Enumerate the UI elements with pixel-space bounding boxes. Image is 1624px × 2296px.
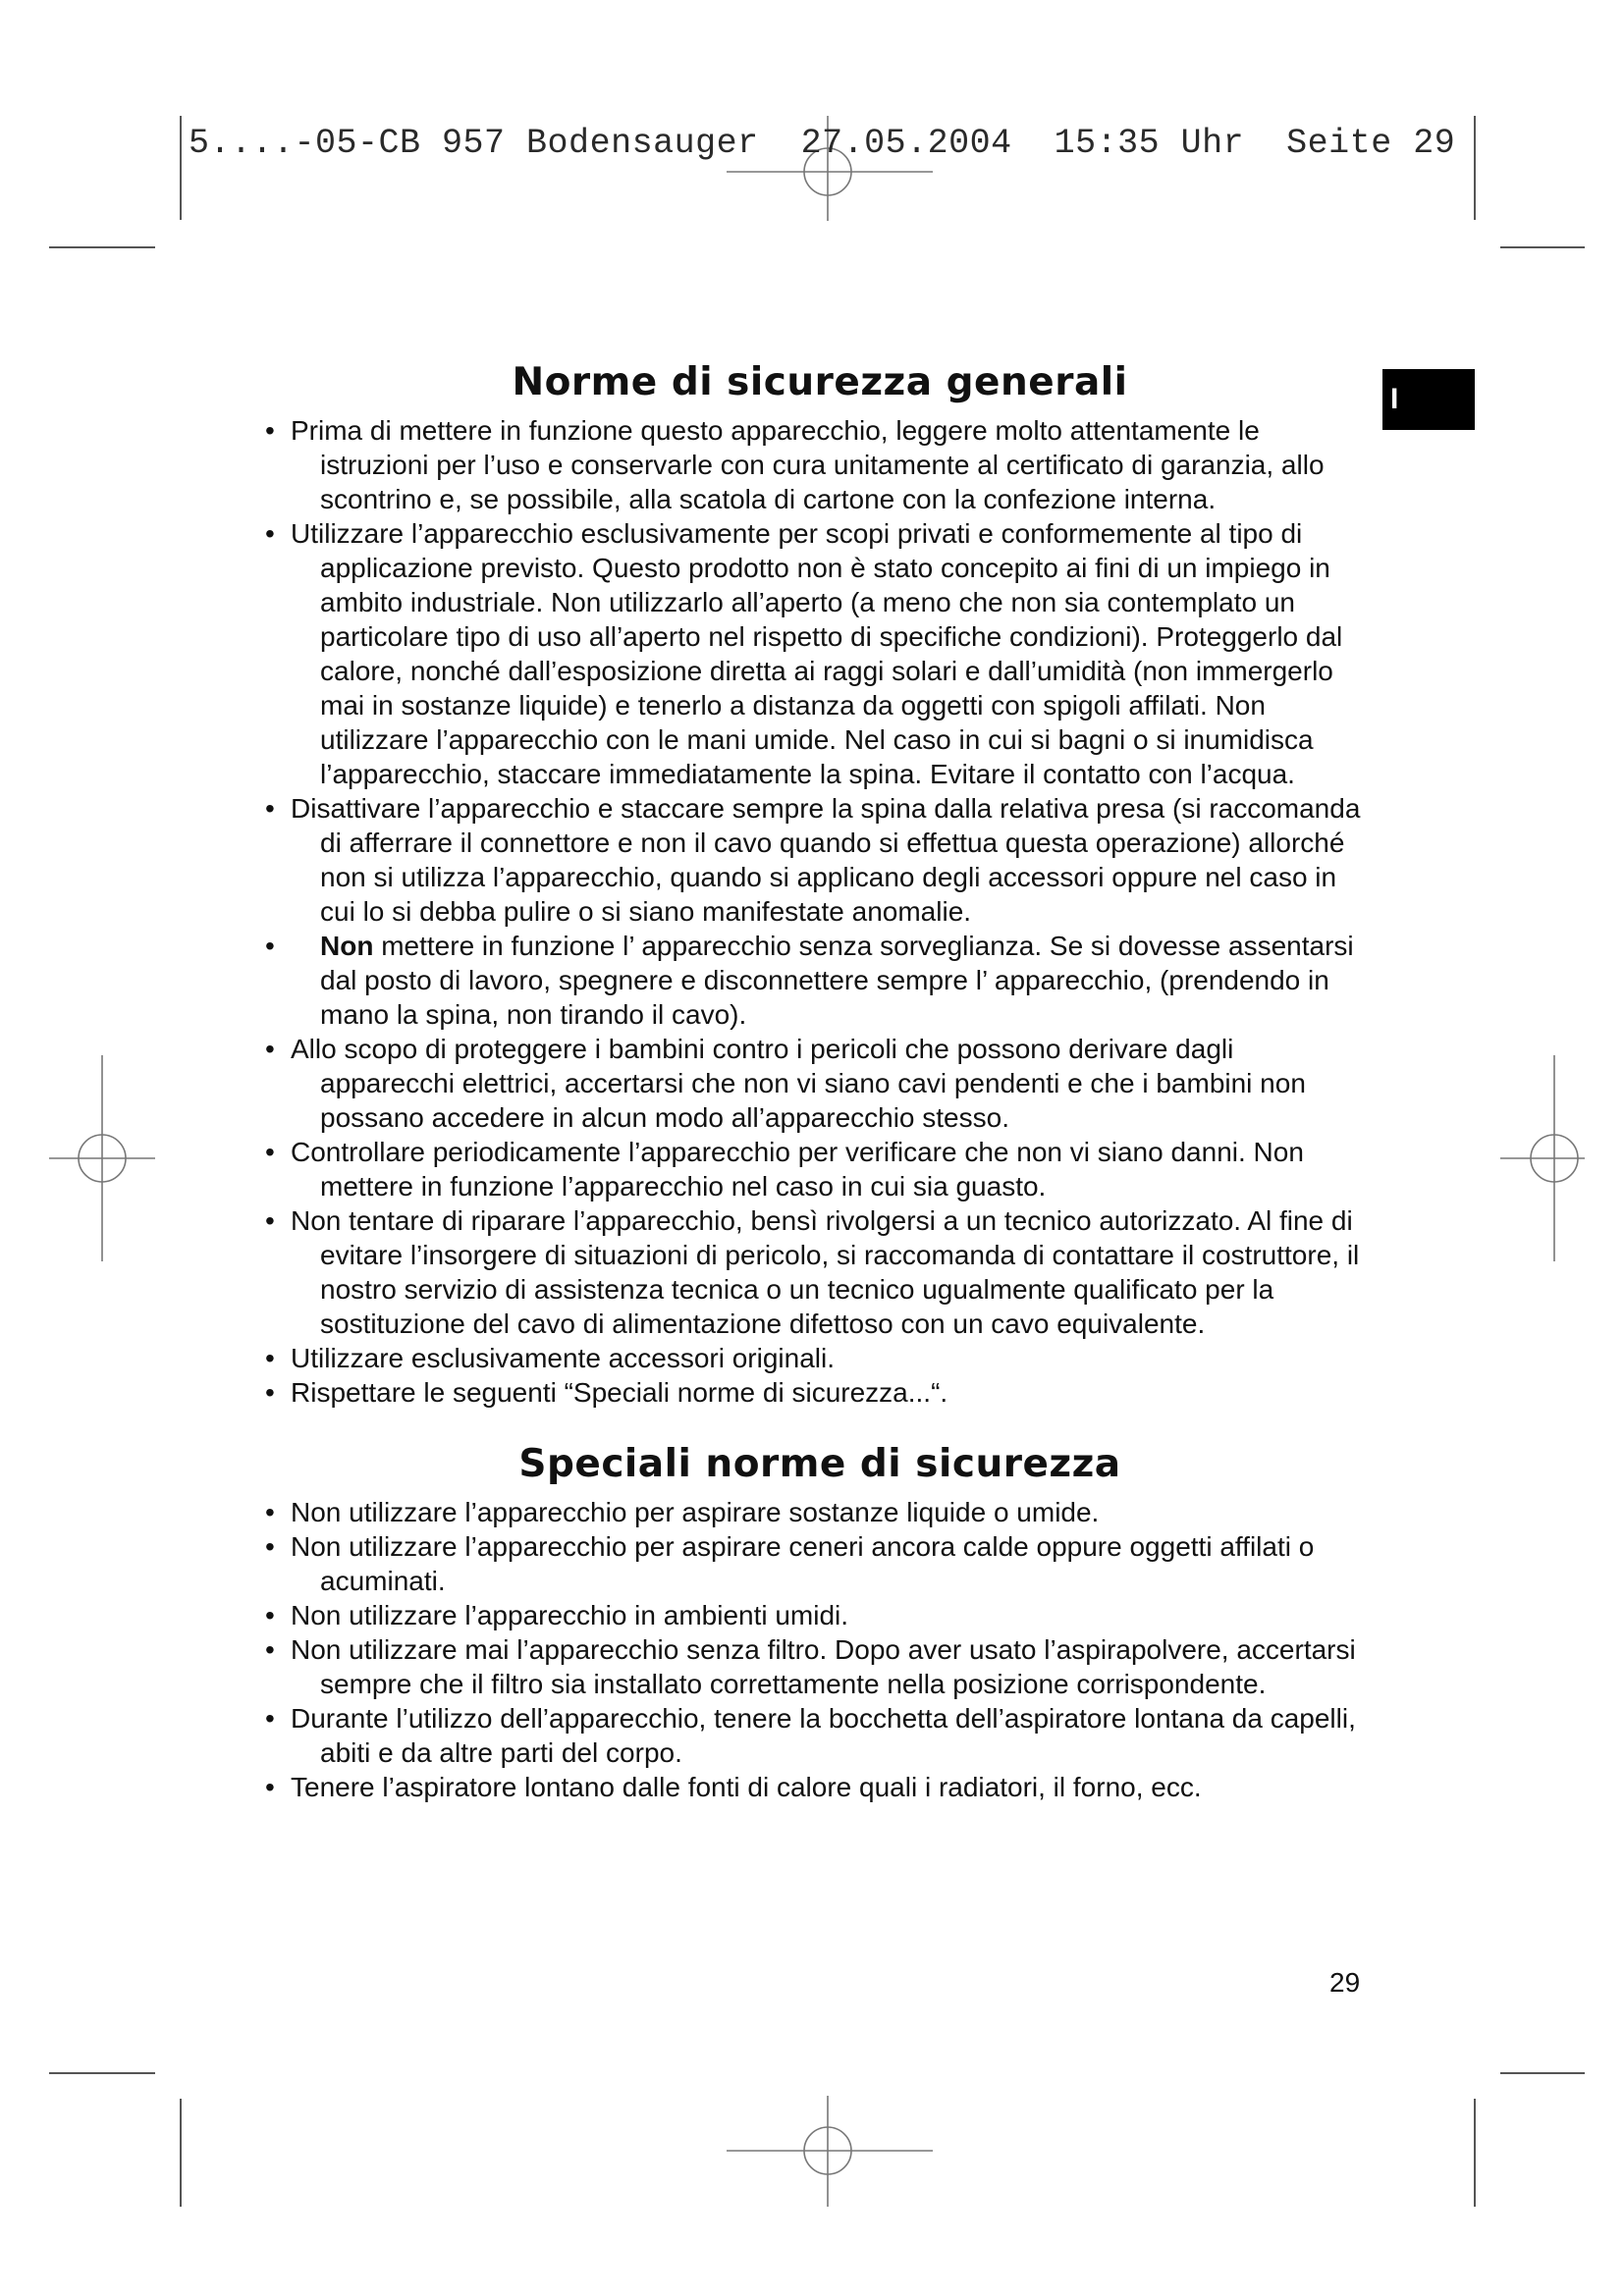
registration-mark-bottom: [727, 2096, 933, 2207]
bullet: •: [265, 1600, 275, 1630]
section-title-general-safety: Norme di sicurezza generali: [512, 360, 1128, 404]
list-item: • Disattivare l’apparecchio e staccare sempre la spina dalla relativa presa (si raccomanda di afferrare il connettore e non il cavo quando si effettua questa operazione) allorché non si utilizza l’apparecchio, quando si applicano degli accessori oppure nel caso in cui lo si debba pulire o si siano manifestate anomalie.: [265, 793, 1361, 927]
language-tab: I: [1382, 369, 1475, 430]
list-item: • Tenere l’aspiratore lontano dalle fonti di calore quali i radiatori, il forno, ecc.: [265, 1772, 1202, 1802]
bullet: •: [265, 1205, 275, 1236]
special-safety-list: [265, 1495, 1375, 1804]
bullet: •: [265, 415, 275, 446]
bullet: •: [265, 1137, 275, 1167]
list-item: • Non mettere in funzione l’ apparecchio senza sorveglianza. Se si dovesse assentarsi dal posto di lavoro, spegnere e disconnettere sempre l’ apparecchio, (prendendo in mano la spina, non tirando il cavo).: [265, 931, 1354, 1030]
bullet: •: [265, 1531, 275, 1562]
bullet: •: [265, 1772, 275, 1802]
list-item: • Non utilizzare mai l’apparecchio senza filtro. Dopo aver usato l’aspirapolvere, accertarsi sempre che il filtro sia installato correttamente nella posizione corrispondente.: [265, 1634, 1356, 1699]
registration-mark-left: [49, 1055, 155, 1261]
list-item: • Durante l’utilizzo dell’apparecchio, tenere la bocchetta dell’aspiratore lontana da capelli, abiti e da altre parti del corpo.: [265, 1703, 1356, 1768]
bullet: •: [265, 1703, 275, 1734]
bullet: •: [265, 1634, 275, 1665]
list-item: • Non utilizzare l’apparecchio in ambienti umidi.: [265, 1600, 849, 1630]
registration-mark-right: [1500, 1055, 1585, 1261]
page-number: 29: [1329, 1967, 1361, 1998]
page-content: [265, 360, 1375, 1804]
list-item: • Utilizzare l’apparecchio esclusivamente per scopi privati e conformemente al tipo di applicazione previsto. Questo prodotto non è stato concepito ai fini di un impiego in ambito industriale. Non utilizzarlo all’aperto (a meno che non sia contemplato un particolare tipo di uso all’aperto nel rispetto di specifiche condizioni). Proteggerlo dal calore, nonché dall’esposizione diretta ai raggi solari e dall’umidità (non immergerlo mai in sostanze liquide) e tenerlo a distanza da oggetti con spigoli affilati. Non utilizzare l’apparecchio con le mani umide. Nel caso in cui si bagni o si inumidisca l’apparecchio, staccare immediatamente la spina. Evitare il contatto con l’acqua.: [265, 518, 1343, 789]
bullet: •: [265, 793, 275, 824]
bullet: •: [265, 1497, 275, 1527]
list-item: • Utilizzare esclusivamente accessori originali.: [265, 1343, 835, 1373]
bullet: •: [265, 518, 275, 549]
emphasis-non: Non: [320, 931, 374, 961]
list-item: • Prima di mettere in funzione questo apparecchio, leggere molto attentamente le istruzioni per l’uso e conservarle con cura unitamente al certificato di garanzia, allo scontrino e, se possibile, alla scatola di cartone con la confezione interna.: [265, 415, 1325, 514]
list-item: • Rispettare le seguenti “Speciali norme di sicurezza...“.: [265, 1377, 948, 1408]
list-item: • Allo scopo di proteggere i bambini contro i pericoli che possono derivare dagli apparecchi elettrici, accertarsi che non vi siano cavi pendenti e che i bambini non possano accedere in alcun modo all’apparecchio stesso.: [265, 1034, 1306, 1133]
general-safety-list: [265, 413, 1375, 1410]
bullet: •: [265, 931, 275, 961]
bullet: •: [265, 1377, 275, 1408]
print-header: 5....-05-CB 957 Bodensauger 27.05.2004 15:35 Uhr Seite 29: [189, 124, 1456, 163]
list-item: • Non utilizzare l’apparecchio per aspirare sostanze liquide o umide.: [265, 1497, 1100, 1527]
list-item: • Non utilizzare l’apparecchio per aspirare ceneri ancora calde oppure oggetti affilati o acuminati.: [265, 1531, 1315, 1596]
list-item: • Controllare periodicamente l’apparecchio per verificare che non vi siano danni. Non mettere in funzione l’apparecchio nel caso in cui sia guasto.: [265, 1137, 1304, 1201]
bullet: •: [265, 1343, 275, 1373]
bullet: •: [265, 1034, 275, 1064]
list-item: • Non tentare di riparare l’apparecchio, bensì rivolgersi a un tecnico autorizzato. Al fine di evitare l’insorgere di situazioni di pericolo, si raccomanda di contattare il costruttore, il nostro servizio di assistenza tecnica o un tecnico ugualmente qualificato per la sostituzione del cavo di alimentazione difettoso con un cavo equivalente.: [265, 1205, 1360, 1339]
section-title-special-safety: Speciali norme di sicurezza: [518, 1442, 1121, 1486]
